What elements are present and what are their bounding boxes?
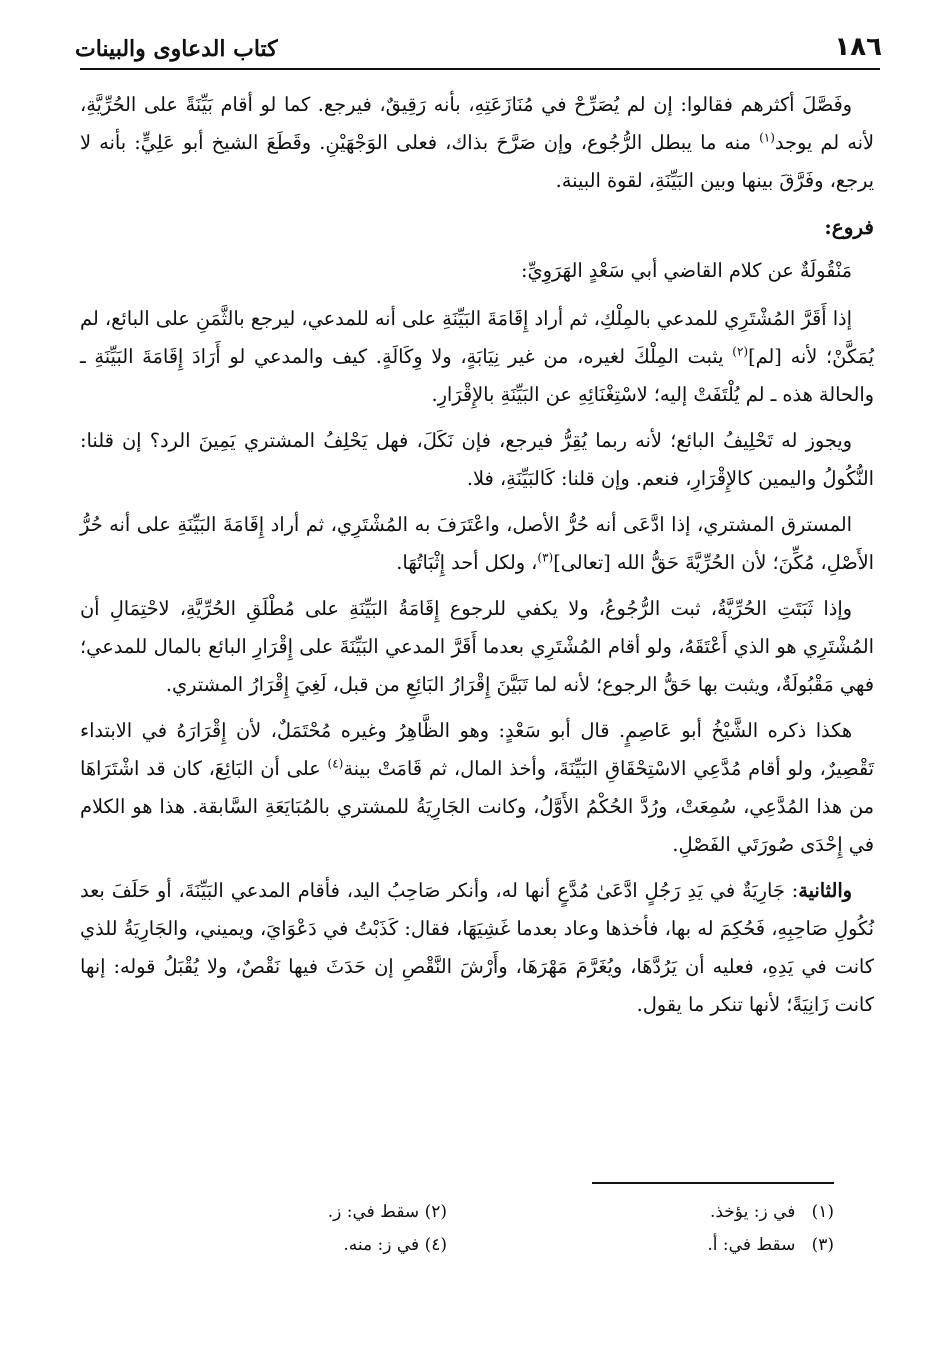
paragraph-text: منه ما يبطل الرُّجُوع، وإن صَرَّحَ بذاك، فعلى الوَجْهَيْنِ. وقَطَعَ الشيخ أبو عَلِيٍّ: بأنه لا يرجع، وفَرَّقَ بينها وبين البَيِّنَةِ، لقوة البينة. xyxy=(80,131,874,192)
footnote-number: (٢) xyxy=(424,1202,447,1222)
page-number: ١٨٦ xyxy=(834,32,882,62)
footnote-4 xyxy=(100,1229,447,1262)
paragraph-text: : جَارِيَةٌ في يَدِ رَجُلٍ ادَّعَىٰ مُدَّعٍ أنها له، وأنكر صَاحِبُ اليد، فأقام المدعي البَيِّنَةَ، أو حَلَفَ بعد نُكُولِ صَاحِبِهِ، فَحُكِمَ له بها، فأخذها وعاد بعدما غَشِيَهَا، فقال: كَذَبْتُ في دَعْوَايَ، ويميني، والجَارِيَةُ للذي كانت في يَدِهِ، فعليه أن يَرُدَّهَا، ويُغَرَّمَ مَهْرَهَا، وأَرْشَ النَّقْصِ إن حَدَثَ فيها نَقْصٌ، ولا يُقْبَلُ قوله: إنها كانت زَانِيَةً؛ لأنها تنكر ما يقول. xyxy=(80,879,874,1016)
main-text xyxy=(80,86,874,1032)
paragraph-3: ويجوز له تَحْلِيفُ البائع؛ لأنه ربما يُقِرُّ فيرجع، فإن نَكَلَ، فهل يَحْلِفُ المشتري يَمِينَ الرد؟ إن قلنا: النُّكُولُ واليمين كالإِقْرَارِ، فنعم. وإن قلنا: كَالبَيِّنَةِ، فلا. xyxy=(80,429,874,490)
paragraph-4 xyxy=(80,506,874,582)
paragraph-text: يثبت المِلْكَ لغيره، من غير نِيَابَةٍ، ولا وِكَالَةٍ. كيف والمدعي لو أَرَادَ إِقَامَةَ البَيِّنَةِ ـ والحالة هذه ـ لم يُلْتَفَتْ إليه؛ لاسْتِغْنَائِهِ عن البَيِّنَةِ بالإِقْرَارِ. xyxy=(80,345,874,406)
footnote-ref-4: (٤) xyxy=(327,756,344,771)
paragraph-text: وفَصَّلَ أكثرهم فقالوا: إن لم يُصَرِّحْ في مُنَازَعَتِهِ، بأنه رَقِيقٌ، فيرجع. كما لو أقام بَيِّنَةً على الحُرِّيَّةِ، لأنه لم يوجد xyxy=(80,93,874,154)
footnotes xyxy=(100,1196,834,1262)
footnote-number: (٤) xyxy=(424,1235,447,1255)
footnote-text: في ز: يؤخذ. xyxy=(709,1202,796,1222)
paragraph-text: على أن البَائِعَ، كان قد اشْتَرَاهَا من هذا المُدَّعِي، سُمِعَتْ، ورُدَّ الحُكْمُ الأَوَّلُ، وكانت الجَارِيَةُ للمشتري بالمُبَايَعَةِ السَّابقة. هذا هو الكلام في إِحْدَى صُورَتَي الفَصْلِ. xyxy=(80,757,874,856)
paragraph-7 xyxy=(80,872,874,1024)
footnote-ref-1: (١) xyxy=(759,130,775,145)
footnote-number: (١) xyxy=(811,1202,834,1222)
header-divider xyxy=(80,68,880,70)
footnote-text: في ز: منه. xyxy=(343,1235,420,1255)
running-header xyxy=(75,28,882,62)
paragraph-text: هكذا ذكره الشَّيْخُ أبو عَاصِمٍ. قال أبو سَعْدٍ: وهو الظَّاهِرُ وغيره مُحْتَمَلٌ، لأن إِقْرَارَهُ في الابتداء تَقْصِيرٌ، ولو أقام مُدَّعِي الاسْتِحْقَاقِ البَيِّنَةَ، وأخذ المال، ثم قَامَتْ بينة xyxy=(80,719,875,780)
footnote-2 xyxy=(100,1196,447,1229)
paragraph-text: إذا أَقَرَّ المُشْتَرِي للمدعي بالمِلْكِ، ثم أراد إِقَامَةَ البَيِّنَةِ على أنه للمدعي، ليرجع بالثَّمَنِ على البائع، لم يُمَكَّنْ؛ لأنه [لم] xyxy=(80,307,874,368)
section-heading: فروع: xyxy=(824,215,874,239)
footnote-text: سقط في: أ. xyxy=(707,1235,796,1255)
paragraph-lead: والثانية xyxy=(798,879,852,902)
footnote-text: سقط في: ز. xyxy=(327,1202,420,1222)
book-title: كتاب الدعاوى والبينات xyxy=(75,36,278,62)
footnote-divider xyxy=(592,1182,834,1184)
section-subheading: مَنْقُولَةٌ عن كلام القاضي أبي سَعْدٍ الهَرَوِيِّ: xyxy=(521,259,852,282)
footnote-ref-2: (٢) xyxy=(732,344,749,359)
paragraph-2 xyxy=(80,300,874,414)
paragraph-6 xyxy=(80,712,874,864)
paragraph-text: المسترق المشتري، إذا ادَّعَى أنه حُرُّ الأصل، واعْتَرَفَ به المُشْتَرِي، ثم أراد إِقَامَةَ البَيِّنَةِ على أنه حُرُّ الأَصْلِ، مُكِّنَ؛ لأن الحُرِّيَّةَ حَقُّ الله [تعالى] xyxy=(80,513,874,574)
paragraph-5: وإذا ثَبَتَتِ الحُرِّيَّةُ، ثبت الرُّجُوعُ، ولا يكفي للرجوع إِقَامَةُ البَيِّنَةِ على مُطْلَقِ الحُرِّيَّةِ، لاحْتِمَالِ أن المُشْتَرِي هو الذي أَعْتَقَهُ، ولو أقام المُشْتَرِي بعدما أَقَرَّ المدعي البَيِّنَةَ على إِقْرَارِ البائع بالمال للمدعي؛ فهي مَقْبُولَةٌ، ويثبت بها حَقُّ الرجوع؛ لأنه لما تَبَيَّنَ إِقْرَارُ البَائِعِ من قبل، لَغِيَ إِقْرَارُ المشتري. xyxy=(80,597,874,696)
footnote-1 xyxy=(487,1196,834,1229)
paragraph-1 xyxy=(80,86,874,200)
footnote-ref-3: (٣) xyxy=(537,550,554,565)
paragraph-text: ، ولكل أحد إِثْبَاتُهَا. xyxy=(396,551,538,574)
footnote-3 xyxy=(487,1229,834,1262)
footnote-number: (٣) xyxy=(811,1235,834,1255)
